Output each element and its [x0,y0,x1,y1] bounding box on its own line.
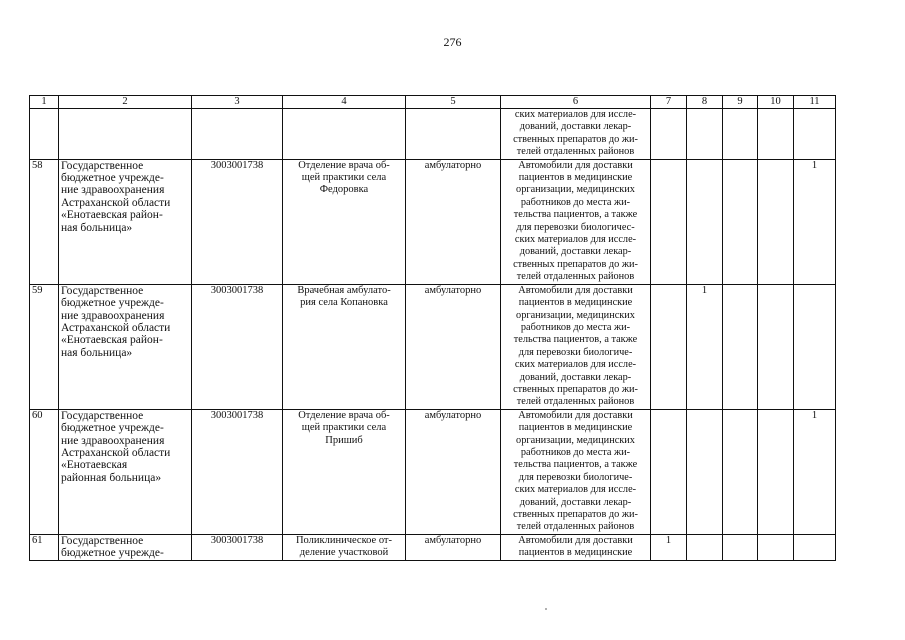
table-row [30,284,836,409]
count-col-9 [723,409,758,534]
text-line: организации, медицинских [516,184,635,196]
text-line: ских материалов для иссле- [514,234,637,246]
text-line: щей практики села [301,422,387,434]
text-line: дований, доставки лекар- [519,246,632,258]
text-line: ная больница» [61,221,133,234]
subdivision-name [283,409,406,534]
text-line: дований, доставки лекар- [519,371,632,383]
text-line: Государственное [61,534,144,547]
text-line: рия села Копановка [300,297,388,309]
text-line: работников до места жи- [520,321,631,333]
text-line: Государственное [61,284,144,297]
text-line: организации, медицинских [516,434,635,446]
count-col-9 [723,159,758,284]
text-line: тельства пациентов, а также [513,334,638,346]
care-mode: амбулаторно [406,159,501,284]
table-row [30,159,836,284]
care-mode: амбулаторно [406,284,501,409]
text-line: Отделение врача об- [298,409,390,421]
count-col-10 [758,534,794,560]
text-line: Пришиб [325,434,363,446]
text-line: для перевозки биологиче- [518,471,633,483]
text-line: бюджетное учрежде- [61,547,164,560]
count-col-8: 1 [687,284,723,409]
row-number: 60 [30,409,59,534]
text-line: телей отдаленных районов [516,271,635,283]
header-cell: 11 [794,96,836,109]
header-cell: 10 [758,96,794,109]
vehicle-allocation-table [29,95,836,561]
text-line: тельства пациентов, а также [513,209,638,221]
subdivision-name [283,284,406,409]
text-line: дований, доставки лекар- [519,496,632,508]
cell-empty [651,109,687,160]
count-col-10 [758,409,794,534]
page-number: 276 [443,35,462,49]
count-col-10 [758,284,794,409]
count-col-7 [651,409,687,534]
text-line: ских материалов для иссле- [514,109,637,120]
subdivision-name [283,534,406,560]
text-line: пациентов в медицинские [518,297,633,309]
text-line: Астраханской области [61,196,171,209]
text-line: «Енотаевская [61,459,128,472]
count-col-9 [723,534,758,560]
text-line: Автомобили для доставки [518,534,633,546]
cell-empty [192,109,283,160]
vehicle-description [501,534,651,560]
header-cell: 9 [723,96,758,109]
text-line: для перевозки биологичес- [516,221,635,233]
count-col-11 [794,534,836,560]
text-line: работников до места жи- [520,196,631,208]
count-col-11 [794,284,836,409]
vehicle-description [501,284,651,409]
text-line: ние здравоохранения [61,309,165,322]
cell-empty [406,109,501,160]
header-cell: 8 [687,96,723,109]
count-col-7: 1 [651,534,687,560]
text-line: деление участковой [299,547,389,559]
text-line: Автомобили для доставки [518,159,633,171]
text-line: телей отдаленных районов [516,146,635,158]
header-cell: 1 [30,96,59,109]
text-line: бюджетное учрежде- [61,297,164,310]
inn-code: 3003001738 [192,159,283,284]
text-line: для перевозки биологиче- [518,346,633,358]
continuation-row [30,109,836,160]
count-col-10 [758,159,794,284]
header-cell: 3 [192,96,283,109]
text-line: ная больница» [61,346,133,359]
cell-empty [723,109,758,160]
text-line: ние здравоохранения [61,184,165,197]
count-col-8 [687,534,723,560]
row-number: 61 [30,534,59,560]
cell-empty [59,109,192,160]
cell-empty [283,109,406,160]
text-line: пациентов в медицинские [518,422,633,434]
cell-empty [794,109,836,160]
text-line: ственных препаратов до жи- [513,509,638,520]
text-line: организации, медицинских [516,309,635,321]
cell-empty [30,109,59,160]
text-line: «Енотаевская район- [61,334,163,347]
header-cell: 6 [501,96,651,109]
text-line: Отделение врача об- [298,159,390,171]
count-col-9 [723,284,758,409]
vehicle-description [501,409,651,534]
text-line: Поликлиническое от- [295,534,393,546]
header-cell: 4 [283,96,406,109]
text-line: пациентов в медицинские [518,172,633,184]
inn-code: 3003001738 [192,409,283,534]
organization-name [59,159,192,284]
vehicle-description [501,109,651,160]
text-line: ских материалов для иссле- [514,484,637,496]
vehicle-description [501,159,651,284]
text-line: бюджетное учрежде- [61,172,164,185]
table-row [30,534,836,560]
header-row [30,96,836,109]
text-line: телей отдаленных районов [516,396,635,408]
text-line: Государственное [61,409,144,422]
organization-name [59,534,192,560]
header-cell: 2 [59,96,192,109]
text-line: Автомобили для доставки [518,284,633,296]
row-number: 58 [30,159,59,284]
cell-empty [687,109,723,160]
text-line: дований, доставки лекар- [519,121,632,133]
care-mode: амбулаторно [406,409,501,534]
subdivision-name [283,159,406,284]
text-line: Врачебная амбулато- [297,284,391,296]
text-line: ние здравоохранения [61,434,165,447]
text-line: Федоровка [319,184,369,196]
text-line: тельства пациентов, а также [513,459,638,471]
inn-code: 3003001738 [192,534,283,560]
row-number: 59 [30,284,59,409]
text-line: ственных препаратов до жи- [513,258,638,270]
header-cell: 7 [651,96,687,109]
care-mode: амбулаторно [406,534,501,560]
text-line: «Енотаевская район- [61,209,163,222]
count-col-7 [651,284,687,409]
cell-empty [758,109,794,160]
count-col-8 [687,409,723,534]
inn-code: 3003001738 [192,284,283,409]
count-col-8 [687,159,723,284]
text-line: ственных препаратов до жи- [513,383,638,395]
scan-speck [545,608,547,610]
text-line: Астраханской области [61,321,171,334]
table-row [30,409,836,534]
text-line: бюджетное учрежде- [61,422,164,435]
text-line: Государственное [61,159,144,172]
text-line: районная больница» [61,471,162,484]
text-line: ских материалов для иссле- [514,359,637,371]
count-col-11: 1 [794,409,836,534]
text-line: Астраханской области [61,446,171,459]
text-line: Автомобили для доставки [518,409,633,421]
organization-name [59,284,192,409]
text-line: ственных препаратов до жи- [513,133,638,145]
count-col-11: 1 [794,159,836,284]
text-line: щей практики села [301,172,387,184]
text-line: работников до места жи- [520,446,631,458]
text-line: пациентов в медицинские [518,547,633,559]
header-cell: 5 [406,96,501,109]
text-line: телей отдаленных районов [516,521,635,533]
organization-name [59,409,192,534]
count-col-7 [651,159,687,284]
